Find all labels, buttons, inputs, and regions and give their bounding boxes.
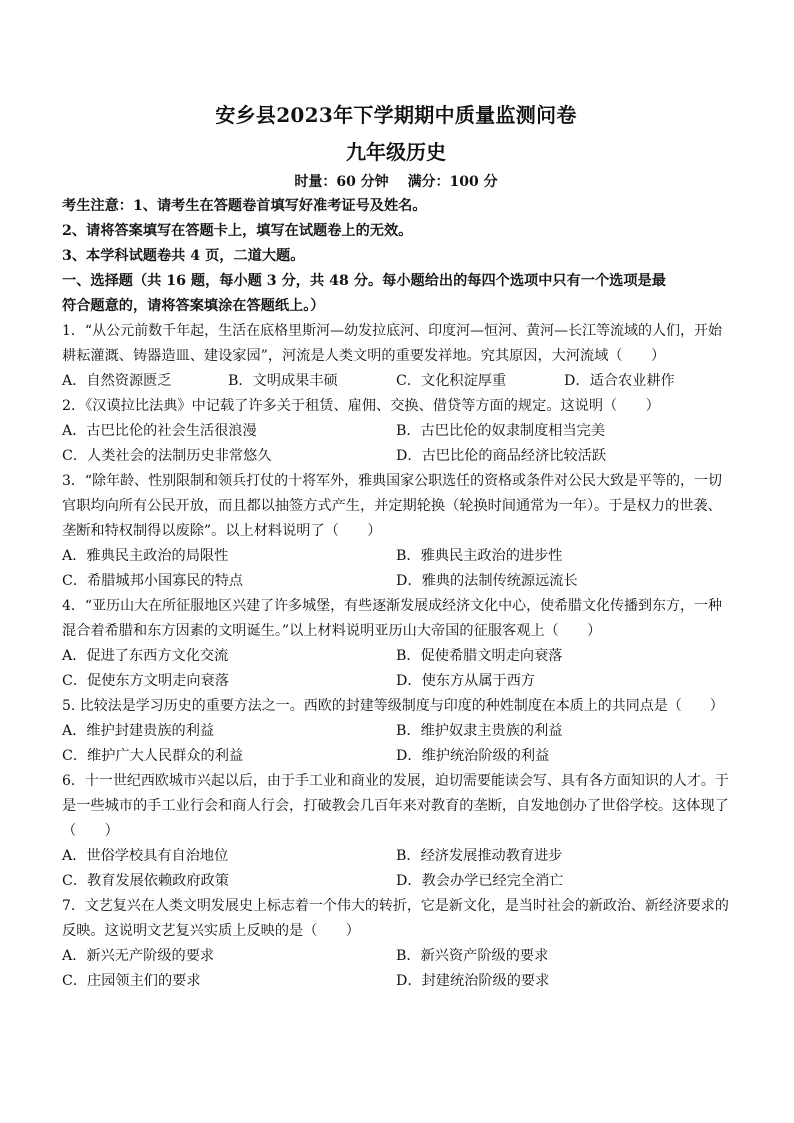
option-b[interactable]: B．古巴比伦的奴隶制度相当完美 [396,423,606,439]
option-c[interactable]: C．庄园领主们的要求 [62,973,201,989]
option-group [62,419,730,469]
option-c[interactable]: C．促使东方文明走向衰落 [62,673,229,689]
option-d[interactable]: D．使东方从属于西方 [396,673,536,689]
section-heading: 一、选择题（共 16 题，每小题 3 分，共 48 分。每小题给出的每四个选项中只有一个选项是最 [62,273,666,289]
option-a[interactable]: A．古巴比伦的社会生活很浪漫 [62,423,257,439]
option-b[interactable]: B．文明成果丰硕 [228,373,338,389]
subject-title: 九年级历史 [346,140,446,164]
option-a[interactable]: A．世俗学校具有自治地位 [62,848,229,864]
question-6 [62,769,730,894]
question-2 [62,394,730,469]
option-b[interactable]: B．经济发展推动教育进步 [396,848,563,864]
exam-title: 安乡县2023年下学期期中质量监测问卷 [215,103,577,127]
option-d[interactable]: D．古巴比伦的商品经济比较活跃 [396,448,607,464]
question-text: 是一些城市的手工业行会和商人行会，打破教会几百年来对教育的垄断，自发地创办了世俗学校。这体现了 [62,798,729,814]
option-group [62,844,730,894]
option-b[interactable]: B．维护奴隶主贵族的利益 [396,723,563,739]
option-group [62,369,730,394]
option-c[interactable]: C．希腊城邦小国寡民的特点 [62,573,244,589]
question-7 [62,894,730,994]
question-3 [62,469,730,594]
option-c[interactable]: C．文化积淀厚重 [396,373,507,389]
question-text: 耕耘灌溉、铸器造皿、建设家园”，河流是人类文明的重要发祥地。究其原因，大河流域（ ） [62,348,666,364]
option-d[interactable]: D．维护统治阶级的利益 [396,748,550,764]
full-score: 满分：100 分 [407,174,498,190]
option-a[interactable]: A．雅典民主政治的局限性 [62,548,229,564]
question-4 [62,594,730,694]
question-text: 6．十一世纪西欧城市兴起以后，由于手工业和商业的发展，迫切需要能读会写、具有各方面知识的人才。于 [62,773,729,789]
option-group [62,719,730,769]
option-b[interactable]: B．雅典民主政治的进步性 [396,548,563,564]
option-d[interactable]: D．适合农业耕作 [564,373,675,389]
question-text: 垄断和特权制得以废除”。以上材料说明了（ ） [62,523,382,539]
option-b[interactable]: B．新兴资产阶级的要求 [396,948,549,964]
section-heading-cont: 符合题意的，请将答案填涂在答题纸上。） [62,298,325,314]
option-c[interactable]: C．维护广大人民群众的利益 [62,748,244,764]
option-b[interactable]: B．促使希腊文明走向衰落 [396,648,563,664]
question-text: （ ） [62,823,119,839]
note-1: 考生注意：1、请考生在答题卷首填写好准考证号及姓名。 [62,198,427,214]
option-d[interactable]: D．封建统治阶级的要求 [396,973,550,989]
question-text: 混合着希腊和东方因素的文明诞生。”以上材料说明亚历山大帝国的征服客观上（ ） [62,623,602,639]
time-limit: 时量：60 分钟 [294,174,389,190]
question-text: 反映。这说明文艺复兴实质上反映的是（ ） [62,923,360,939]
exam-page [62,96,730,994]
option-a[interactable]: A．促进了东西方文化交流 [62,648,229,664]
note-3: 3、本学科试题卷共 4 页，二道大题。 [62,248,305,264]
option-c[interactable]: C．教育发展依赖政府政策 [62,873,229,889]
time-score-info [62,170,730,194]
question-5 [62,694,730,769]
option-d[interactable]: D．雅典的法制传统源远流长 [396,573,578,589]
option-group [62,644,730,694]
option-a[interactable]: A．维护封建贵族的利益 [62,723,215,739]
option-c[interactable]: C．人类社会的法制历史非常悠久 [62,448,272,464]
option-a[interactable]: A．自然资源匮乏 [62,373,172,389]
question-1 [62,319,730,394]
question-text: 官职均向所有公民开放，而且都以抽签方式产生，并定期轮换（轮换时间通常为一年）。于是权力的世袭、 [62,498,722,514]
question-text: 2．《汉谟拉比法典》中记载了许多关于租赁、雇佣、交换、借贷等方面的规定。这说明（ ） [62,398,660,414]
option-group [62,944,730,994]
option-d[interactable]: D．教会办学已经完全消亡 [396,873,564,889]
question-text: 4．“亚历山大在所征服地区兴建了许多城堡，有些逐渐发展成经济文化中心，使希腊文化传播到东方，一种 [62,598,723,614]
note-2: 2、请将答案填写在答题卡上，填写在试题卷上的无效。 [62,223,413,239]
question-text: 1．“从公元前数千年起，生活在底格里斯河—幼发拉底河、印度河—恒河、黄河—长江等流域的人们，开始 [62,323,723,339]
question-text: 3．“除年龄、性别限制和领兵打仗的十将军外，雅典国家公职选任的资格或条件对公民大致是平等的，一切 [62,473,723,489]
option-a[interactable]: A．新兴无产阶级的要求 [62,948,215,964]
question-text: 5. 比较法是学习历史的重要方法之一。西欧的封建等级制度与印度的种姓制度在本质上的共同点是（ ） [62,698,724,714]
option-group [62,544,730,594]
question-text: 7．文艺复兴在人类文明发展史上标志着一个伟大的转折，它是新文化，是当时社会的新政治、新经济要求的 [62,898,729,914]
